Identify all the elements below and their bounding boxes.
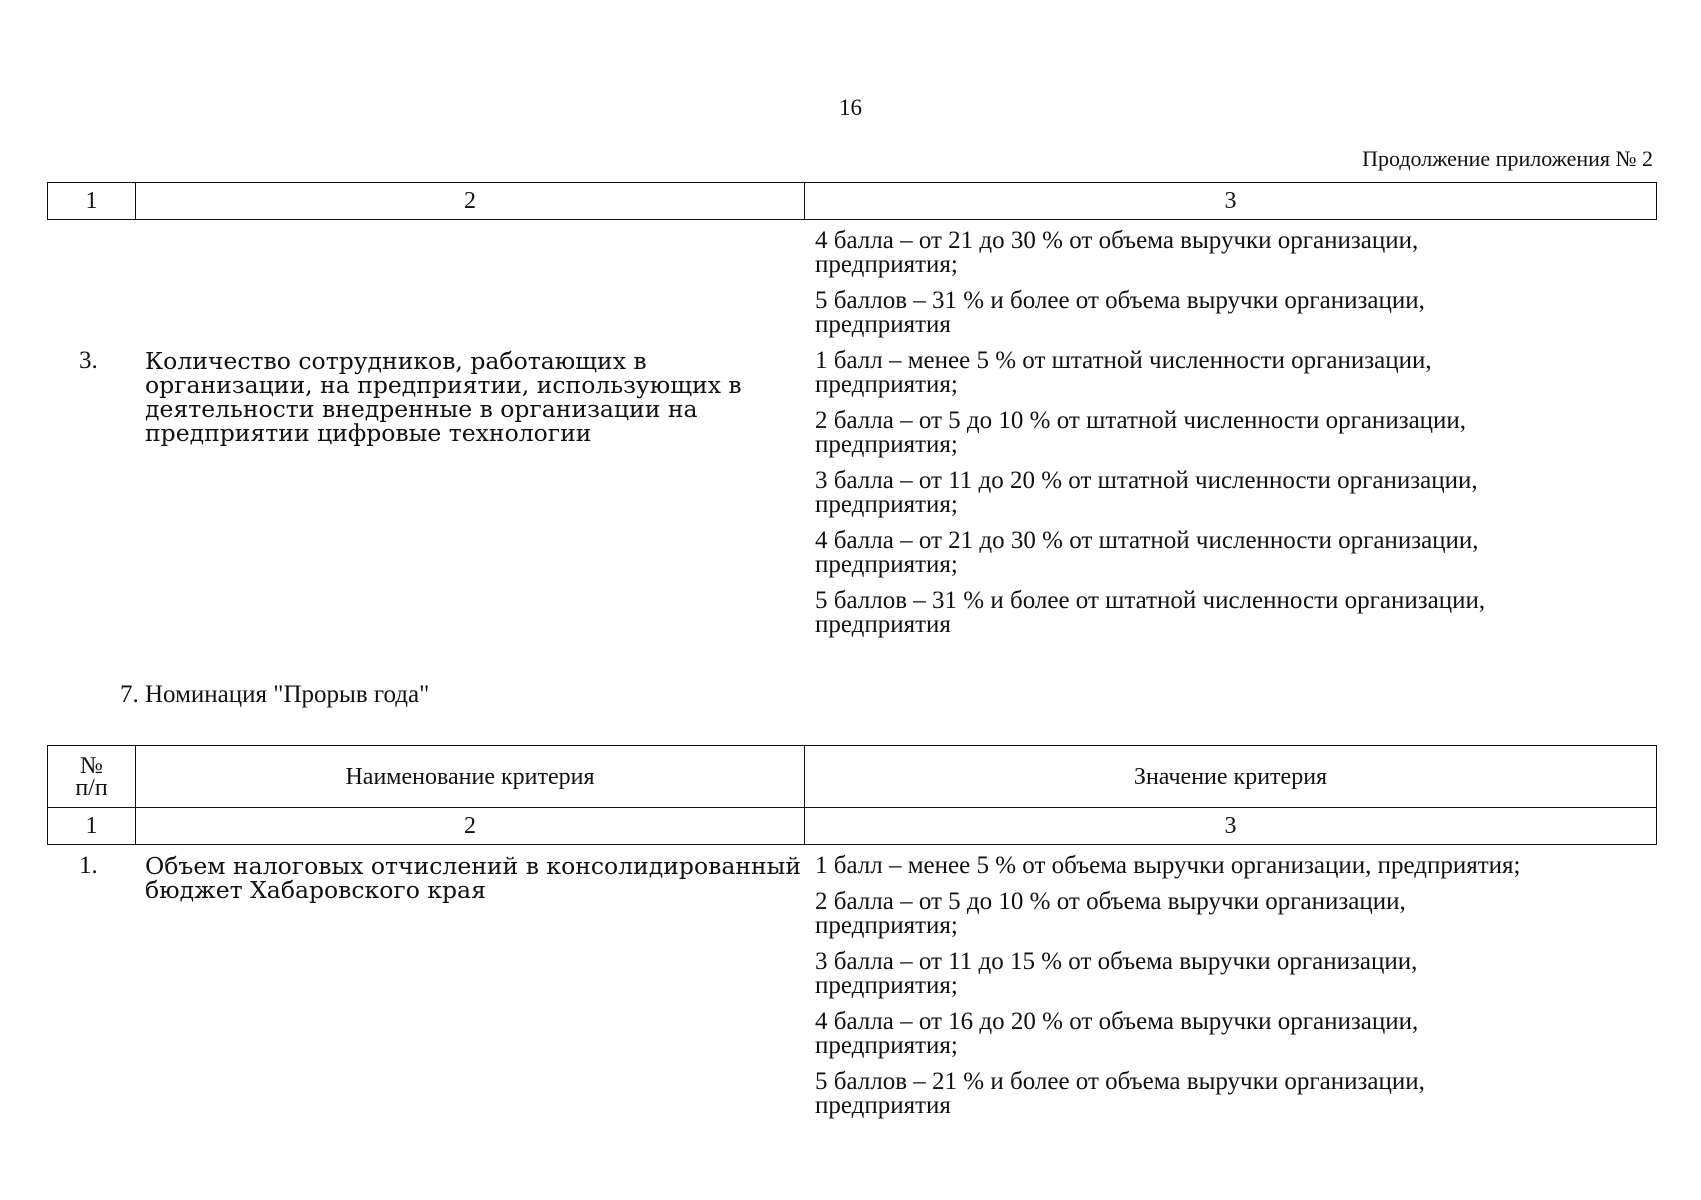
criterion-value: 1 балл – менее 5 % от штатной численности организации, предприятия; [815, 347, 1432, 398]
page-number: 16 [839, 95, 862, 120]
criterion-value: 5 баллов – 21 % и более от объема выручки организации, предприятия [815, 1068, 1425, 1119]
criterion-value: 2 балла – от 5 до 10 % от объема выручки организации, предприятия; [815, 888, 1406, 939]
column-number-3: 3 [805, 183, 1657, 220]
column-number-3: 3 [805, 808, 1657, 845]
column-number-2: 2 [136, 808, 805, 845]
column-number-header-top [47, 182, 1657, 220]
criterion-value: 4 балла – от 21 до 30 % от объема выручки организации, предприятия; [815, 227, 1419, 278]
continuation-label: Продолжение приложения № 2 [1362, 146, 1653, 171]
criterion-values [815, 349, 1655, 637]
criteria-table-header [47, 745, 1657, 845]
criterion-value: 3 балла – от 11 до 15 % от объема выручки организации, предприятия; [815, 948, 1418, 999]
section-heading: 7. Номинация "Прорыв года" [120, 681, 430, 708]
header-criterion-name: Наименование критерия [136, 746, 805, 808]
criterion-value: 5 баллов – 31 % и более от штатной численности организации, предприятия [815, 587, 1486, 638]
criterion-value: 3 балла – от 11 до 20 % от штатной численности организации, предприятия; [815, 467, 1478, 518]
header-number: № п/п [48, 746, 136, 808]
column-number-2: 2 [136, 183, 805, 220]
table-body-section-7 [47, 854, 1657, 1118]
criterion-number: 3. [79, 347, 98, 374]
criterion-value: 1 балл – менее 5 % от объема выручки организации, предприятия; [815, 852, 1521, 879]
column-number-1: 1 [48, 183, 136, 220]
table-row [47, 349, 1657, 637]
column-number-1: 1 [48, 808, 136, 845]
criterion-name: Объем налоговых отчислений в консолидированный бюджет Хабаровского края [145, 852, 802, 904]
criterion-value: 2 балла – от 5 до 10 % от штатной численности организации, предприятия; [815, 407, 1467, 458]
continued-values [815, 229, 1655, 337]
criterion-values [815, 854, 1655, 1118]
criterion-value: 4 балла – от 21 до 30 % от штатной численности организации, предприятия; [815, 527, 1479, 578]
header-criterion-value: Значение критерия [805, 746, 1657, 808]
criterion-value: 4 балла – от 16 до 20 % от объема выручки организации, предприятия; [815, 1008, 1419, 1059]
table-row [47, 854, 1657, 1118]
table-body-top [47, 229, 1657, 637]
criterion-number: 1. [79, 852, 98, 879]
criterion-value: 5 баллов – 31 % и более от объема выручки организации, предприятия [815, 287, 1425, 338]
criterion-name: Количество сотрудников, работающих в организации, на предприятии, использующих в деятельности внедренные в организации на предприятии цифровые технологии [145, 347, 742, 447]
